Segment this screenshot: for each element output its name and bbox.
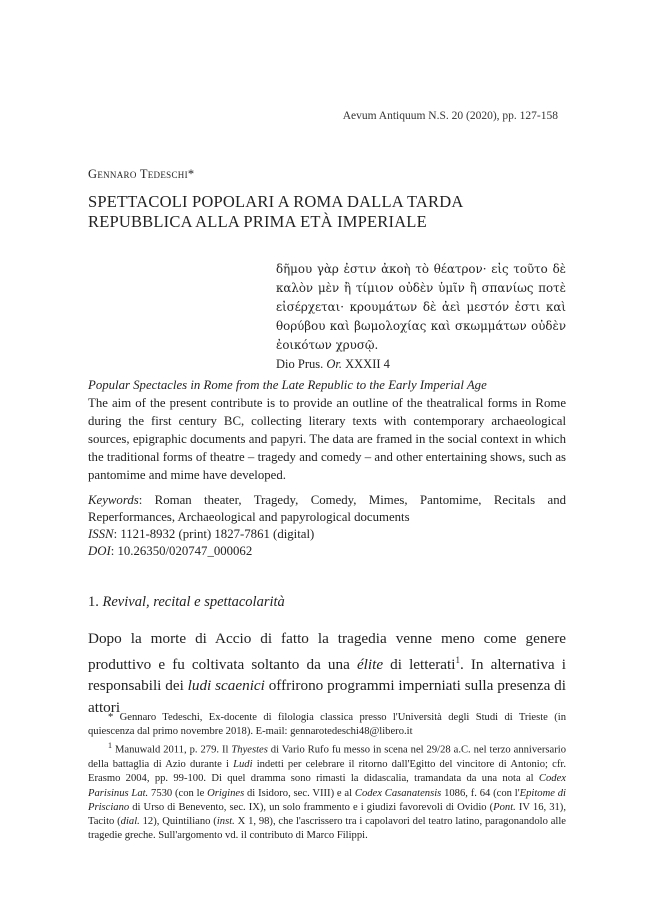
running-head: Aevum Antiquum N.S. 20 (2020), pp. 127-158: [342, 110, 558, 122]
issn-line: ISSN: 1121-8932 (print) 1827-7861 (digital): [88, 527, 315, 541]
keywords-block: [88, 492, 566, 560]
epigraph-source: Dio Prus. Or. XXXII 4: [276, 357, 390, 371]
keywords-line: Keywords: Roman theater, Tragedy, Comedy, Mimes, Pantomime, Recitals and Reperformances, Archaeological and papyrological documents: [88, 493, 566, 524]
epigraph-greek-text: δῆμου γὰρ ἐστιν ἀκοὴ τὸ θέατρον· εἰς τοῦτο δὲ καλὸν μὲν ἢ τίμιον οὐδὲν ὑμῖν ἢ σπανίως ποτὲ εἰσέρχεται· κρουμάτων δὲ ἀεὶ μεστόν ἐστι καὶ θορύβου καὶ βωμολοχίας καὶ σκωμμάτων οὐδὲν ἐοικότων χρυσῷ.: [276, 262, 566, 352]
footnote-author: * Gennaro Tedeschi, Ex-docente di filologia classica presso l'Università degli Studi di Trieste (in quiescenza dal primo novembre 2018). E-mail: gennarotedeschi48@libero.it: [88, 712, 566, 738]
abstract-text: The aim of the present contribute is to provide an outline of the theatralical forms in Rome during the first century BC, collecting literary texts with contemporary archaeological sources, epigraphic documents and papyri. The data are framed in the social context in which the traditional forms of theatre – tragedy and comedy – and other entertaining shows, such as pantomime and mime have developed.: [88, 396, 566, 482]
article-title: SPETTACOLI POPOLARI A ROMA DALLA TARDA REPUBBLICA ALLA PRIMA ETÀ IMPERIALE: [88, 192, 463, 231]
footnotes: [88, 711, 566, 843]
doi-line: DOI: 10.26350/020747_000062: [88, 544, 253, 558]
abstract: [88, 376, 566, 484]
abstract-heading: Popular Spectacles in Rome from the Late Republic to the Early Imperial Age: [88, 378, 487, 392]
epigraph: [276, 260, 566, 374]
author-name: Gennaro Tedeschi*: [88, 167, 195, 181]
body-paragraph: Dopo la morte di Accio di fatto la tragedia venne meno come genere produttivo e fu coltivata soltanto da una élite di letterati$^1$. In alternativa i responsabili dei ludi scaenici offrirono programmi imperniati sulla presenza di attori: [88, 630, 566, 716]
section-heading: 1. Revival, recital e spettacolarità: [88, 594, 285, 610]
footnote-1: $^1$ Manuwald 2011, p. 279. Il Thyestes di Vario Rufo fu messo in scena nel 29/28 a.C. nel terzo anniversario della battaglia di Azio durante i Ludi indetti per celebrare il ritorno dall'Egitto del vincitore di Antonio; cfr. Erasmo 2004, pp. 99-100. Di quel dramma sono rimasti la didascalia, tramandata da una nota al Codex Parisinus Lat. 7530 (con le Origines di Isidoro, sec. VIII) e al Codex Casanatensis 1086, f. 64 (con l'Epitome di Prisciano di Urso di Benevento, sec. IX), un solo frammento e i giudizi favorevoli di Ovidio (Pont. IV 16, 31), Tacito (dial. 12), Quintiliano (inst. X 1, 98), che l'ascrissero tra i capolavori del teatro latino, paragonandolo alle tragedie greche. Sull'argomento vd. il contributo di Marco Filippi.: [88, 741, 567, 842]
footnote-ref[interactable]: 1: [455, 654, 460, 665]
